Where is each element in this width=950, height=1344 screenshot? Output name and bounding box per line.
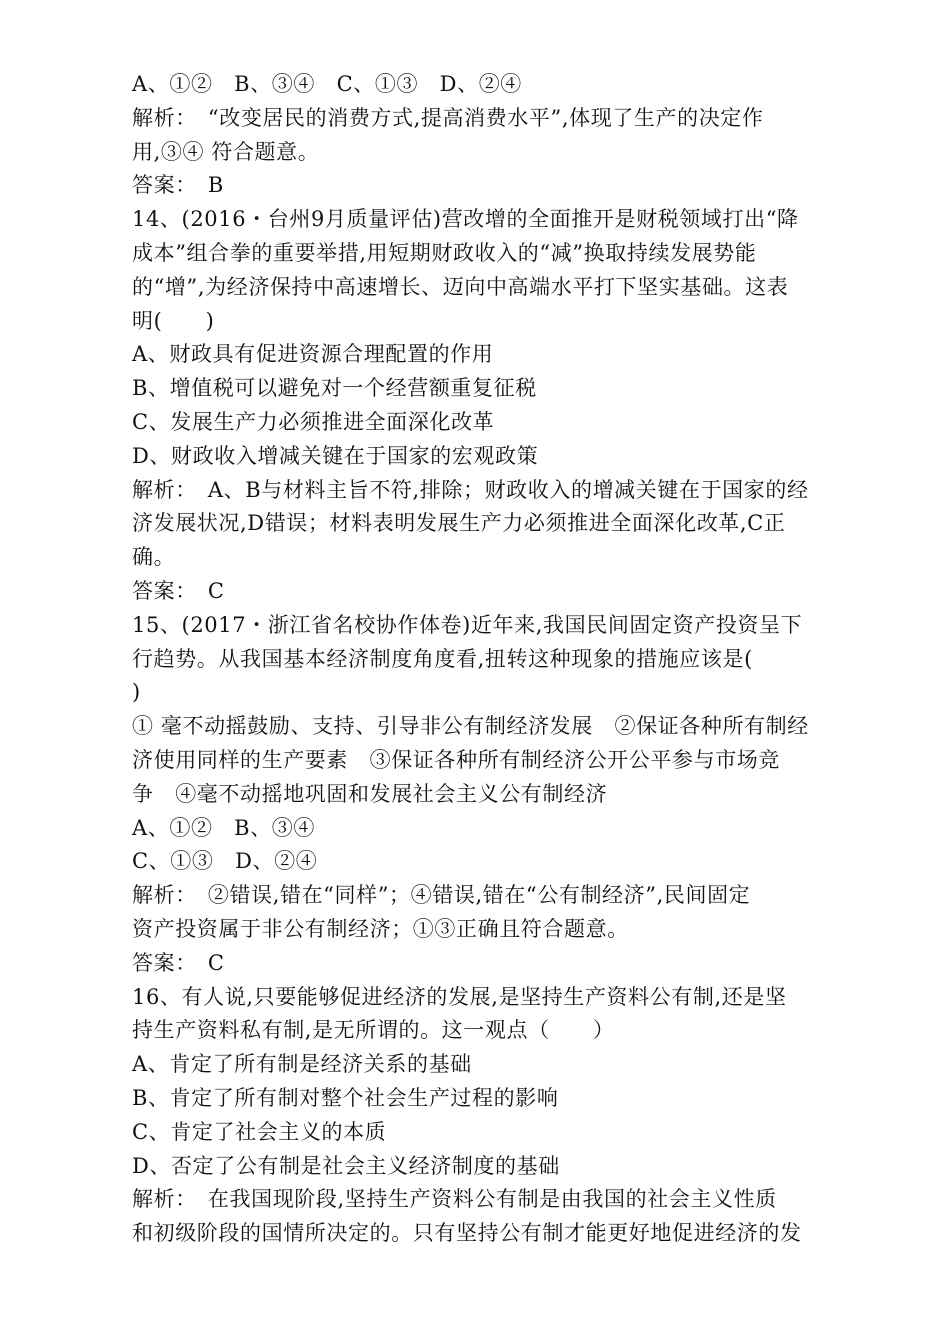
text-line: 用,③④ 符合题意。 xyxy=(132,139,320,164)
text-line: 和初级阶段的国情所决定的。只有坚持公有制才能更好地促进经济的发 xyxy=(132,1221,802,1246)
text-line: A、肯定了所有制是经济关系的基础 xyxy=(132,1052,472,1077)
text-line: 解析： “改变居民的消费方式,提高消费水平”,体现了生产的决定作 xyxy=(132,105,764,130)
text-line: 答案： B xyxy=(132,173,224,198)
text-line: C、①③ D、②④ xyxy=(132,849,318,874)
text-line: 济使用同样的生产要素 ③保证各种所有制经济公开公平参与市场竞 xyxy=(132,747,780,772)
text-line: 济发展状况,D错误；材料表明发展生产力必须推进全面深化改革,C正 xyxy=(132,511,786,536)
text-line: 明( ) xyxy=(132,308,215,333)
text-line: 解析： 在我国现阶段,坚持生产资料公有制是由我国的社会主义性质 xyxy=(132,1187,777,1212)
text-line: C、肯定了社会主义的本质 xyxy=(132,1119,387,1144)
text-line: D、否定了公有制是社会主义经济制度的基础 xyxy=(132,1153,560,1178)
text-line: ) xyxy=(132,680,141,705)
text-line: B、肯定了所有制对整个社会生产过程的影响 xyxy=(132,1085,559,1110)
text-line: 解析： ②错误,错在“同样”；④错误,错在“公有制经济”,民间固定 xyxy=(132,883,751,908)
text-line: 14、(2016・台州9月质量评估)营改增的全面推开是财税领域打出“降 xyxy=(132,207,799,232)
document-page xyxy=(132,68,832,1251)
text-line: B、增值税可以避免对一个经营额重复征税 xyxy=(132,376,537,401)
text-line: A、①② B、③④ C、①③ D、②④ xyxy=(132,72,522,96)
text-line: C、发展生产力必须推进全面深化改革 xyxy=(132,409,495,434)
text-line: 确。 xyxy=(132,545,176,570)
text-line: D、财政收入增减关键在于国家的宏观政策 xyxy=(132,443,539,468)
text-line: ① 毫不动摇鼓励、支持、引导非公有制经济发展 ②保证各种所有制经 xyxy=(132,714,809,739)
text-line: A、财政具有促进资源合理配置的作用 xyxy=(132,342,494,367)
text-line: A、①② B、③④ xyxy=(132,815,315,840)
text-line: 答案： C xyxy=(132,950,225,975)
text-line: 答案： C xyxy=(132,578,225,603)
text-line: 行趋势。从我国基本经济制度角度看,扭转这种现象的措施应该是( xyxy=(132,646,753,671)
text-line: 成本”组合拳的重要举措,用短期财政收入的“减”换取持续发展势能 xyxy=(132,240,757,265)
text-line: 解析： A、B与材料主旨不符,排除；财政收入的增减关键在于国家的经 xyxy=(132,477,809,502)
text-line: 持生产资料私有制,是无所谓的。这一观点（ ） xyxy=(132,1018,615,1043)
text-line: 15、(2017・浙江省名校协作体卷)近年来,我国民间固定资产投资呈下 xyxy=(132,612,803,637)
text-line: 资产投资属于非公有制经济；①③正确且符合题意。 xyxy=(132,916,629,941)
text-line: 争 ④毫不动摇地巩固和发展社会主义公有制经济 xyxy=(132,781,608,806)
text-line: 16、有人说,只要能够促进经济的发展,是坚持生产资料公有制,还是坚 xyxy=(132,984,787,1009)
text-line: 的“增”,为经济保持中高速增长、迈向中高端水平打下坚实基础。这表 xyxy=(132,274,789,299)
